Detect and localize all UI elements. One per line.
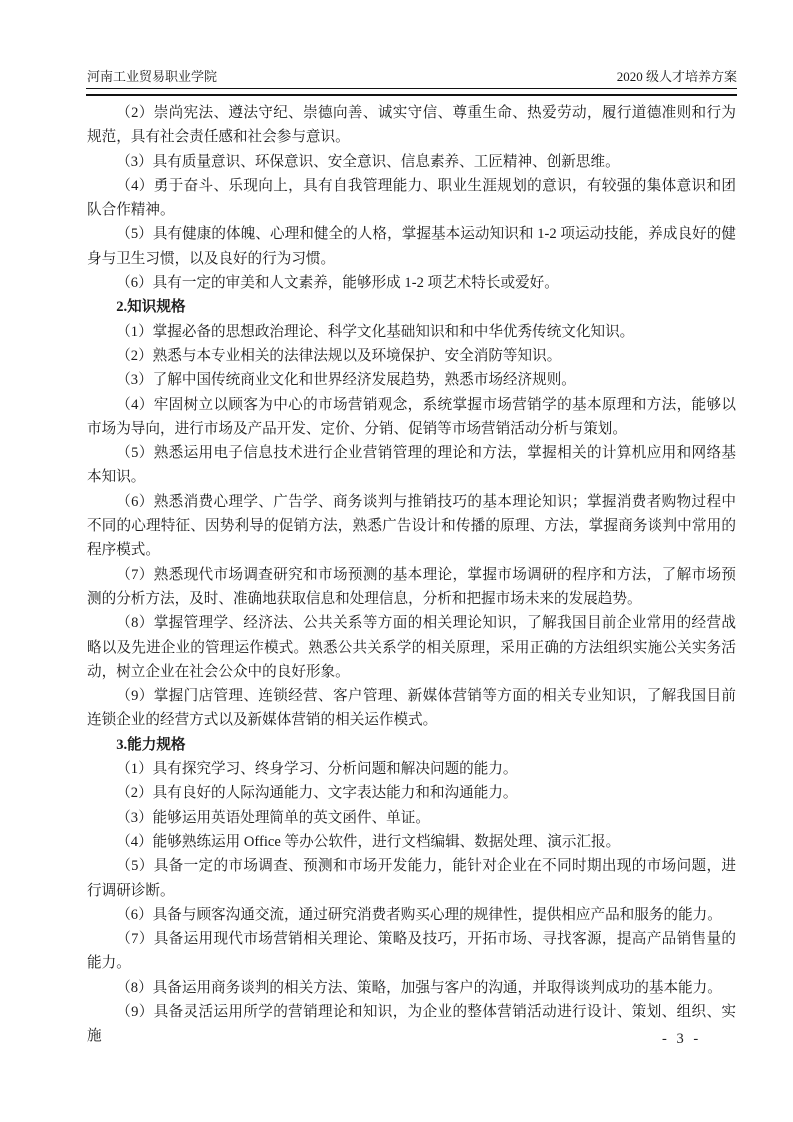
paragraph: （8）具备运用商务谈判的相关方法、策略，加强与客户的沟通，并取得谈判成功的基本能力。 [116,979,722,996]
document-body [87,101,736,1049]
paragraph: （3）具有质量意识、环保意识、安全意识、信息素养、工匠精神、创新思维。 [116,153,620,170]
paragraph: （1）掌握必备的思想政治理论、科学文化基础知识和和中华优秀传统文化知识。 [116,323,635,340]
paragraph: （2）崇尚宪法、遵法守纪、崇德向善、诚实守信、尊重生命、热爱劳动，履行道德准则和行为规范，具有社会责任感和社会参与意识。 [87,105,736,146]
paragraph: （1）具有探究学习、终身学习、分析问题和解决问题的能力。 [116,761,518,778]
page-number: - 3 - [662,1031,702,1047]
paragraph: （4）牢固树立以顾客为中心的市场营销观念，系统掌握市场营销学的基本原理和方法，能够以市场为导向，进行市场及产品开发、定价、分销、促销等市场营销活动分析与策划。 [87,396,736,437]
section-heading-ability: 3.能力规格 [116,736,186,753]
paragraph: （2）具有良好的人际沟通能力、文字表达能力和和沟通能力。 [116,785,518,802]
paragraph: （4）能够熟练运用 Office 等办公软件，进行文档编辑、数据处理、演示汇报。 [116,833,621,850]
paragraph: （3）能够运用英语处理简单的英文函件、单证。 [116,809,430,826]
paragraph: （5）熟悉运用电子信息技术进行企业营销管理的理论和方法，掌握相关的计算机应用和网络基本知识。 [87,445,736,486]
paragraph: （5）具有健康的体魄、心理和健全的人格，掌握基本运动知识和 1-2 项运动技能，养成良好的健身与卫生习惯，以及良好的行为习惯。 [87,226,736,267]
paragraph: （6）具有一定的审美和人文素养，能够形成 1-2 项艺术特长或爱好。 [116,275,559,292]
header-right-title: 2020 级人才培养方案 [616,69,737,84]
paragraph: （6）具备与顾客沟通交流，通过研究消费者购买心理的规律性，提供相应产品和服务的能力。 [116,906,722,923]
paragraph: （5）具备一定的市场调查、预测和市场开发能力，能针对企业在不同时期出现的市场问题，进行调研诊断。 [87,858,736,899]
paragraph: （4）勇于奋斗、乐现向上，具有自我管理能力、职业生涯规划的意识，有较强的集体意识和团队合作精神。 [87,177,736,219]
paragraph: （7）熟悉现代市场调查研究和市场预测的基本理论，掌握市场调研的程序和方法，了解市场预测的分析方法，及时、准确地获取信息和处理信息，分析和把握市场未来的发展趋势。 [87,566,736,607]
header-rule-thin [86,88,737,89]
header-rule-thick [86,94,737,96]
paragraph: （9）掌握门店管理、连锁经营、客户管理、新媒体营销等方面的相关专业知识，了解我国目前连锁企业的经营方式以及新媒体营销的相关运作模式。 [87,688,736,729]
section-heading-knowledge: 2.知识规格 [116,299,186,316]
paragraph: （2）熟悉与本专业相关的法律法规以及环境保护、安全消防等知识。 [116,347,562,364]
page-header [87,68,737,85]
paragraph: （7）具备运用现代市场营销相关理论、策略及技巧，开拓市场、寻找客源，提高产品销售量的能力。 [87,931,736,972]
paragraph: （6）熟悉消费心理学、广告学、商务谈判与推销技巧的基本理论知识；掌握消费者购物过程中不同的心理特征、因势利导的促销方法，熟悉广告设计和传播的原理、方法，掌握商务谈判中常用的程序模式。 [87,493,736,559]
paragraph: （3）了解中国传统商业文化和世界经济发展趋势，熟悉市场经济规则。 [116,372,576,389]
paragraph: （8）掌握管理学、经济法、公共关系等方面的相关理论知识，了解我国目前企业常用的经营战略以及先进企业的管理运作模式。熟悉公共关系学的相关原理，采用正确的方法组织实施公关实务活动，树立企业在社会公众中的良好形象。 [87,615,736,680]
header-left-title: 河南工业贸易职业学院 [87,69,218,84]
paragraph: （9）具备灵活运用所学的营销理论和知识，为企业的整体营销活动进行设计、策划、组织、实施 [87,1003,736,1045]
